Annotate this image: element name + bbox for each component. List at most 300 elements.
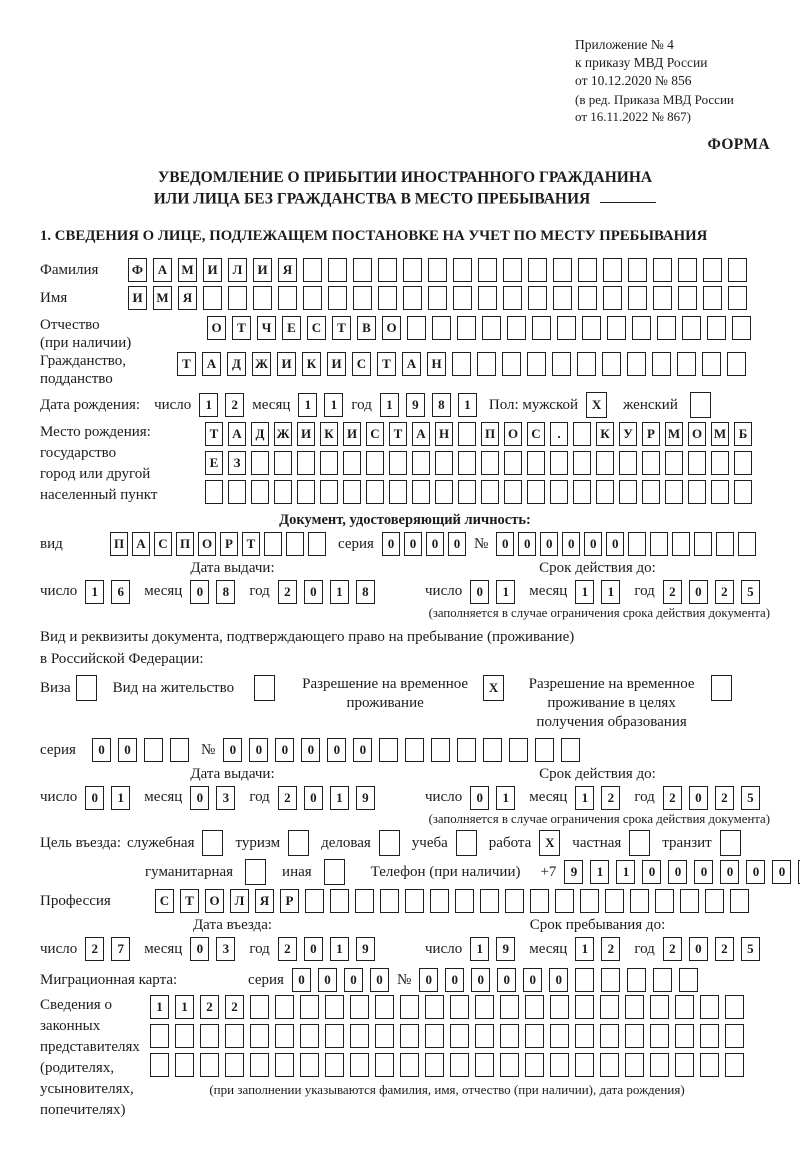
char-cell[interactable] <box>550 995 569 1019</box>
char-cell[interactable]: Т <box>377 352 396 376</box>
char-cell[interactable] <box>553 286 572 310</box>
char-cell[interactable] <box>378 258 397 282</box>
char-cell[interactable]: М <box>178 258 197 282</box>
char-cell[interactable] <box>727 352 746 376</box>
char-cell[interactable] <box>375 995 394 1019</box>
char-cell[interactable]: В <box>357 316 376 340</box>
char-cell[interactable] <box>580 889 599 913</box>
char-cell[interactable]: 0 <box>470 786 489 810</box>
char-cell[interactable] <box>700 1053 719 1077</box>
char-cell[interactable]: 0 <box>190 580 209 604</box>
char-cell[interactable] <box>605 889 624 913</box>
char-cell[interactable] <box>450 1024 469 1048</box>
char-cell[interactable]: 1 <box>150 995 169 1019</box>
char-cell[interactable] <box>734 480 752 504</box>
char-cell[interactable]: 8 <box>356 580 375 604</box>
char-cell[interactable] <box>450 1053 469 1077</box>
char-cell[interactable]: Б <box>734 422 752 446</box>
char-cell[interactable] <box>450 995 469 1019</box>
char-cell[interactable] <box>200 1024 219 1048</box>
char-cell[interactable] <box>325 1053 344 1077</box>
char-cell[interactable]: Е <box>282 316 301 340</box>
char-cell[interactable] <box>675 1053 694 1077</box>
char-cell[interactable] <box>555 889 574 913</box>
char-cell[interactable] <box>535 738 554 762</box>
char-cell[interactable]: 0 <box>668 860 687 884</box>
char-cell[interactable]: 0 <box>304 937 323 961</box>
char-cell[interactable] <box>264 532 282 556</box>
char-cell[interactable] <box>458 422 476 446</box>
char-cell[interactable]: Ж <box>274 422 292 446</box>
char-cell[interactable]: 0 <box>118 738 137 762</box>
char-cell[interactable]: 0 <box>382 532 400 556</box>
char-cell[interactable]: 0 <box>562 532 580 556</box>
char-cell[interactable] <box>552 352 571 376</box>
char-cell[interactable]: У <box>619 422 637 446</box>
char-cell[interactable] <box>477 352 496 376</box>
char-cell[interactable] <box>458 451 476 475</box>
char-cell[interactable]: 1 <box>111 786 130 810</box>
char-cell[interactable]: 1 <box>324 393 343 417</box>
char-cell[interactable] <box>407 316 426 340</box>
char-cell[interactable]: 2 <box>715 786 734 810</box>
char-cell[interactable] <box>380 889 399 913</box>
char-cell[interactable] <box>379 738 398 762</box>
char-cell[interactable]: 0 <box>694 860 713 884</box>
char-cell[interactable] <box>603 258 622 282</box>
char-cell[interactable]: 1 <box>575 580 594 604</box>
char-cell[interactable] <box>657 316 676 340</box>
char-cell[interactable]: 1 <box>175 995 194 1019</box>
char-cell[interactable]: 0 <box>746 860 765 884</box>
char-cell[interactable] <box>430 889 449 913</box>
char-cell[interactable]: 5 <box>741 937 760 961</box>
char-cell[interactable] <box>675 1024 694 1048</box>
char-cell[interactable] <box>350 1053 369 1077</box>
char-cell[interactable]: 9 <box>406 393 425 417</box>
char-cell[interactable] <box>405 738 424 762</box>
char-cell[interactable]: С <box>352 352 371 376</box>
char-cell[interactable]: 0 <box>190 937 209 961</box>
char-cell[interactable] <box>653 968 672 992</box>
char-cell[interactable]: П <box>176 532 194 556</box>
char-cell[interactable] <box>653 258 672 282</box>
char-cell[interactable]: И <box>203 258 222 282</box>
char-cell[interactable]: С <box>307 316 326 340</box>
char-cell[interactable] <box>725 995 744 1019</box>
char-cell[interactable] <box>525 995 544 1019</box>
char-cell[interactable]: М <box>153 286 172 310</box>
char-cell[interactable] <box>675 995 694 1019</box>
char-cell[interactable] <box>330 889 349 913</box>
char-cell[interactable] <box>509 738 528 762</box>
char-cell[interactable]: 0 <box>404 532 422 556</box>
char-cell[interactable] <box>425 1053 444 1077</box>
char-cell[interactable] <box>403 286 422 310</box>
char-cell[interactable]: 1 <box>298 393 317 417</box>
char-cell[interactable] <box>378 286 397 310</box>
char-cell[interactable]: 5 <box>741 786 760 810</box>
char-cell[interactable]: 1 <box>496 580 515 604</box>
char-cell[interactable] <box>400 995 419 1019</box>
char-cell[interactable] <box>435 480 453 504</box>
char-cell[interactable]: X <box>539 830 560 856</box>
char-cell[interactable] <box>682 316 701 340</box>
char-cell[interactable] <box>478 258 497 282</box>
char-cell[interactable] <box>557 316 576 340</box>
char-cell[interactable]: 0 <box>249 738 268 762</box>
char-cell[interactable] <box>578 286 597 310</box>
char-cell[interactable] <box>453 258 472 282</box>
char-cell[interactable] <box>456 830 477 856</box>
char-cell[interactable] <box>475 1024 494 1048</box>
char-cell[interactable]: 2 <box>200 995 219 1019</box>
char-cell[interactable] <box>632 316 651 340</box>
char-cell[interactable]: Т <box>232 316 251 340</box>
char-cell[interactable]: Т <box>177 352 196 376</box>
char-cell[interactable] <box>478 286 497 310</box>
char-cell[interactable]: С <box>527 422 545 446</box>
char-cell[interactable]: 2 <box>278 580 297 604</box>
char-cell[interactable] <box>482 316 501 340</box>
char-cell[interactable] <box>627 352 646 376</box>
char-cell[interactable] <box>550 451 568 475</box>
char-cell[interactable] <box>375 1053 394 1077</box>
char-cell[interactable] <box>700 1024 719 1048</box>
char-cell[interactable]: И <box>277 352 296 376</box>
char-cell[interactable] <box>475 995 494 1019</box>
char-cell[interactable] <box>425 1024 444 1048</box>
char-cell[interactable] <box>475 1053 494 1077</box>
char-cell[interactable]: 3 <box>216 937 235 961</box>
char-cell[interactable]: 1 <box>470 937 489 961</box>
char-cell[interactable] <box>707 316 726 340</box>
char-cell[interactable]: 0 <box>304 580 323 604</box>
char-cell[interactable]: 0 <box>689 580 708 604</box>
char-cell[interactable] <box>452 352 471 376</box>
char-cell[interactable]: 1 <box>575 786 594 810</box>
char-cell[interactable] <box>389 480 407 504</box>
char-cell[interactable] <box>655 889 674 913</box>
char-cell[interactable] <box>603 286 622 310</box>
char-cell[interactable] <box>500 1053 519 1077</box>
char-cell[interactable]: О <box>205 889 224 913</box>
char-cell[interactable] <box>175 1053 194 1077</box>
char-cell[interactable]: Н <box>435 422 453 446</box>
char-cell[interactable]: 2 <box>601 937 620 961</box>
char-cell[interactable]: 2 <box>278 937 297 961</box>
char-cell[interactable]: И <box>253 258 272 282</box>
char-cell[interactable] <box>403 258 422 282</box>
char-cell[interactable] <box>428 286 447 310</box>
char-cell[interactable] <box>144 738 163 762</box>
char-cell[interactable] <box>203 286 222 310</box>
char-cell[interactable]: 1 <box>496 786 515 810</box>
char-cell[interactable] <box>600 1024 619 1048</box>
char-cell[interactable] <box>628 286 647 310</box>
char-cell[interactable]: П <box>481 422 499 446</box>
char-cell[interactable] <box>400 1053 419 1077</box>
char-cell[interactable] <box>225 1053 244 1077</box>
char-cell[interactable] <box>532 316 551 340</box>
char-cell[interactable]: Д <box>251 422 269 446</box>
char-cell[interactable]: Я <box>178 286 197 310</box>
char-cell[interactable]: А <box>132 532 150 556</box>
char-cell[interactable] <box>730 889 749 913</box>
char-cell[interactable]: Я <box>278 258 297 282</box>
char-cell[interactable] <box>250 1053 269 1077</box>
char-cell[interactable] <box>481 480 499 504</box>
char-cell[interactable]: 0 <box>540 532 558 556</box>
char-cell[interactable] <box>738 532 756 556</box>
char-cell[interactable] <box>601 968 620 992</box>
char-cell[interactable] <box>527 451 545 475</box>
char-cell[interactable] <box>680 889 699 913</box>
char-cell[interactable] <box>711 480 729 504</box>
char-cell[interactable] <box>325 1024 344 1048</box>
char-cell[interactable]: 5 <box>741 580 760 604</box>
char-cell[interactable]: Н <box>427 352 446 376</box>
char-cell[interactable]: А <box>153 258 172 282</box>
char-cell[interactable] <box>665 451 683 475</box>
char-cell[interactable]: 1 <box>330 580 349 604</box>
char-cell[interactable] <box>297 451 315 475</box>
char-cell[interactable] <box>412 480 430 504</box>
char-cell[interactable]: Л <box>230 889 249 913</box>
char-cell[interactable] <box>428 258 447 282</box>
char-cell[interactable]: Л <box>228 258 247 282</box>
char-cell[interactable]: 0 <box>445 968 464 992</box>
char-cell[interactable] <box>625 995 644 1019</box>
char-cell[interactable]: 9 <box>496 937 515 961</box>
char-cell[interactable]: И <box>327 352 346 376</box>
char-cell[interactable] <box>303 286 322 310</box>
char-cell[interactable]: Т <box>332 316 351 340</box>
char-cell[interactable] <box>150 1024 169 1048</box>
char-cell[interactable]: X <box>483 675 504 701</box>
char-cell[interactable] <box>688 451 706 475</box>
char-cell[interactable]: Р <box>642 422 660 446</box>
char-cell[interactable] <box>343 451 361 475</box>
char-cell[interactable]: 1 <box>590 860 609 884</box>
char-cell[interactable]: 7 <box>111 937 130 961</box>
char-cell[interactable] <box>650 1053 669 1077</box>
char-cell[interactable] <box>480 889 499 913</box>
char-cell[interactable] <box>432 316 451 340</box>
char-cell[interactable]: 0 <box>470 580 489 604</box>
char-cell[interactable]: 2 <box>715 937 734 961</box>
char-cell[interactable] <box>286 532 304 556</box>
char-cell[interactable] <box>527 352 546 376</box>
char-cell[interactable] <box>502 352 521 376</box>
char-cell[interactable]: И <box>128 286 147 310</box>
char-cell[interactable]: 8 <box>216 580 235 604</box>
char-cell[interactable] <box>366 451 384 475</box>
char-cell[interactable]: О <box>382 316 401 340</box>
char-cell[interactable] <box>575 1053 594 1077</box>
char-cell[interactable] <box>665 480 683 504</box>
char-cell[interactable]: К <box>302 352 321 376</box>
char-cell[interactable]: Р <box>220 532 238 556</box>
char-cell[interactable] <box>705 889 724 913</box>
char-cell[interactable]: 2 <box>601 786 620 810</box>
char-cell[interactable] <box>320 480 338 504</box>
char-cell[interactable]: А <box>228 422 246 446</box>
char-cell[interactable] <box>600 1053 619 1077</box>
char-cell[interactable] <box>690 392 711 418</box>
char-cell[interactable] <box>575 995 594 1019</box>
char-cell[interactable] <box>366 480 384 504</box>
char-cell[interactable]: 3 <box>216 786 235 810</box>
char-cell[interactable]: 0 <box>92 738 111 762</box>
char-cell[interactable] <box>175 1024 194 1048</box>
char-cell[interactable]: 9 <box>564 860 583 884</box>
char-cell[interactable] <box>672 532 690 556</box>
char-cell[interactable] <box>600 995 619 1019</box>
char-cell[interactable] <box>350 995 369 1019</box>
char-cell[interactable] <box>400 1024 419 1048</box>
char-cell[interactable] <box>720 830 741 856</box>
char-cell[interactable] <box>228 286 247 310</box>
char-cell[interactable]: К <box>320 422 338 446</box>
char-cell[interactable] <box>677 352 696 376</box>
char-cell[interactable] <box>389 451 407 475</box>
char-cell[interactable] <box>711 675 732 701</box>
char-cell[interactable] <box>702 352 721 376</box>
char-cell[interactable]: О <box>207 316 226 340</box>
char-cell[interactable] <box>625 1024 644 1048</box>
char-cell[interactable] <box>245 859 266 885</box>
char-cell[interactable]: Т <box>389 422 407 446</box>
char-cell[interactable] <box>629 830 650 856</box>
char-cell[interactable]: 0 <box>584 532 602 556</box>
char-cell[interactable] <box>300 1053 319 1077</box>
char-cell[interactable]: 1 <box>380 393 399 417</box>
char-cell[interactable]: Е <box>205 451 223 475</box>
char-cell[interactable] <box>328 286 347 310</box>
char-cell[interactable] <box>652 352 671 376</box>
char-cell[interactable]: Т <box>242 532 260 556</box>
char-cell[interactable] <box>628 258 647 282</box>
char-cell[interactable]: 0 <box>549 968 568 992</box>
char-cell[interactable] <box>251 451 269 475</box>
char-cell[interactable] <box>455 889 474 913</box>
char-cell[interactable] <box>575 1024 594 1048</box>
char-cell[interactable] <box>619 451 637 475</box>
char-cell[interactable] <box>412 451 430 475</box>
char-cell[interactable] <box>725 1024 744 1048</box>
char-cell[interactable]: С <box>154 532 172 556</box>
char-cell[interactable]: X <box>586 392 607 418</box>
char-cell[interactable] <box>734 451 752 475</box>
char-cell[interactable]: М <box>711 422 729 446</box>
char-cell[interactable]: 2 <box>663 937 682 961</box>
char-cell[interactable]: 1 <box>199 393 218 417</box>
char-cell[interactable]: 0 <box>223 738 242 762</box>
char-cell[interactable] <box>504 480 522 504</box>
char-cell[interactable]: 0 <box>327 738 346 762</box>
char-cell[interactable] <box>202 830 223 856</box>
char-cell[interactable] <box>561 738 580 762</box>
char-cell[interactable]: 2 <box>225 393 244 417</box>
char-cell[interactable]: 0 <box>344 968 363 992</box>
char-cell[interactable]: 0 <box>85 786 104 810</box>
char-cell[interactable] <box>530 889 549 913</box>
char-cell[interactable] <box>431 738 450 762</box>
char-cell[interactable]: 2 <box>225 995 244 1019</box>
char-cell[interactable] <box>251 480 269 504</box>
char-cell[interactable] <box>550 1053 569 1077</box>
char-cell[interactable]: А <box>402 352 421 376</box>
char-cell[interactable] <box>650 995 669 1019</box>
char-cell[interactable]: Д <box>227 352 246 376</box>
char-cell[interactable]: И <box>343 422 361 446</box>
char-cell[interactable] <box>170 738 189 762</box>
char-cell[interactable] <box>619 480 637 504</box>
char-cell[interactable] <box>324 859 345 885</box>
char-cell[interactable] <box>642 451 660 475</box>
char-cell[interactable] <box>435 451 453 475</box>
char-cell[interactable]: 1 <box>330 786 349 810</box>
char-cell[interactable] <box>582 316 601 340</box>
char-cell[interactable] <box>458 480 476 504</box>
char-cell[interactable] <box>375 1024 394 1048</box>
char-cell[interactable]: 2 <box>278 786 297 810</box>
char-cell[interactable] <box>630 889 649 913</box>
char-cell[interactable]: 0 <box>190 786 209 810</box>
char-cell[interactable] <box>607 316 626 340</box>
char-cell[interactable]: 0 <box>318 968 337 992</box>
char-cell[interactable]: З <box>228 451 246 475</box>
char-cell[interactable] <box>711 451 729 475</box>
char-cell[interactable] <box>275 1053 294 1077</box>
char-cell[interactable]: 0 <box>518 532 536 556</box>
char-cell[interactable] <box>678 258 697 282</box>
char-cell[interactable]: 1 <box>458 393 477 417</box>
char-cell[interactable]: А <box>412 422 430 446</box>
char-cell[interactable] <box>300 1024 319 1048</box>
char-cell[interactable]: 0 <box>301 738 320 762</box>
char-cell[interactable] <box>732 316 751 340</box>
char-cell[interactable]: П <box>110 532 128 556</box>
char-cell[interactable] <box>505 889 524 913</box>
char-cell[interactable] <box>628 532 646 556</box>
char-cell[interactable]: 1 <box>601 580 620 604</box>
char-cell[interactable]: 2 <box>663 786 682 810</box>
char-cell[interactable]: 9 <box>356 786 375 810</box>
char-cell[interactable] <box>481 451 499 475</box>
char-cell[interactable]: 2 <box>85 937 104 961</box>
char-cell[interactable] <box>688 480 706 504</box>
char-cell[interactable]: М <box>665 422 683 446</box>
char-cell[interactable]: К <box>596 422 614 446</box>
char-cell[interactable]: 0 <box>353 738 372 762</box>
char-cell[interactable] <box>320 451 338 475</box>
char-cell[interactable]: 0 <box>772 860 791 884</box>
char-cell[interactable]: И <box>297 422 315 446</box>
char-cell[interactable]: 0 <box>304 786 323 810</box>
char-cell[interactable] <box>150 1053 169 1077</box>
char-cell[interactable] <box>225 1024 244 1048</box>
char-cell[interactable]: Я <box>255 889 274 913</box>
char-cell[interactable] <box>602 352 621 376</box>
char-cell[interactable]: С <box>366 422 384 446</box>
char-cell[interactable] <box>457 738 476 762</box>
char-cell[interactable] <box>274 451 292 475</box>
char-cell[interactable] <box>725 1053 744 1077</box>
char-cell[interactable] <box>250 995 269 1019</box>
char-cell[interactable]: 9 <box>356 937 375 961</box>
